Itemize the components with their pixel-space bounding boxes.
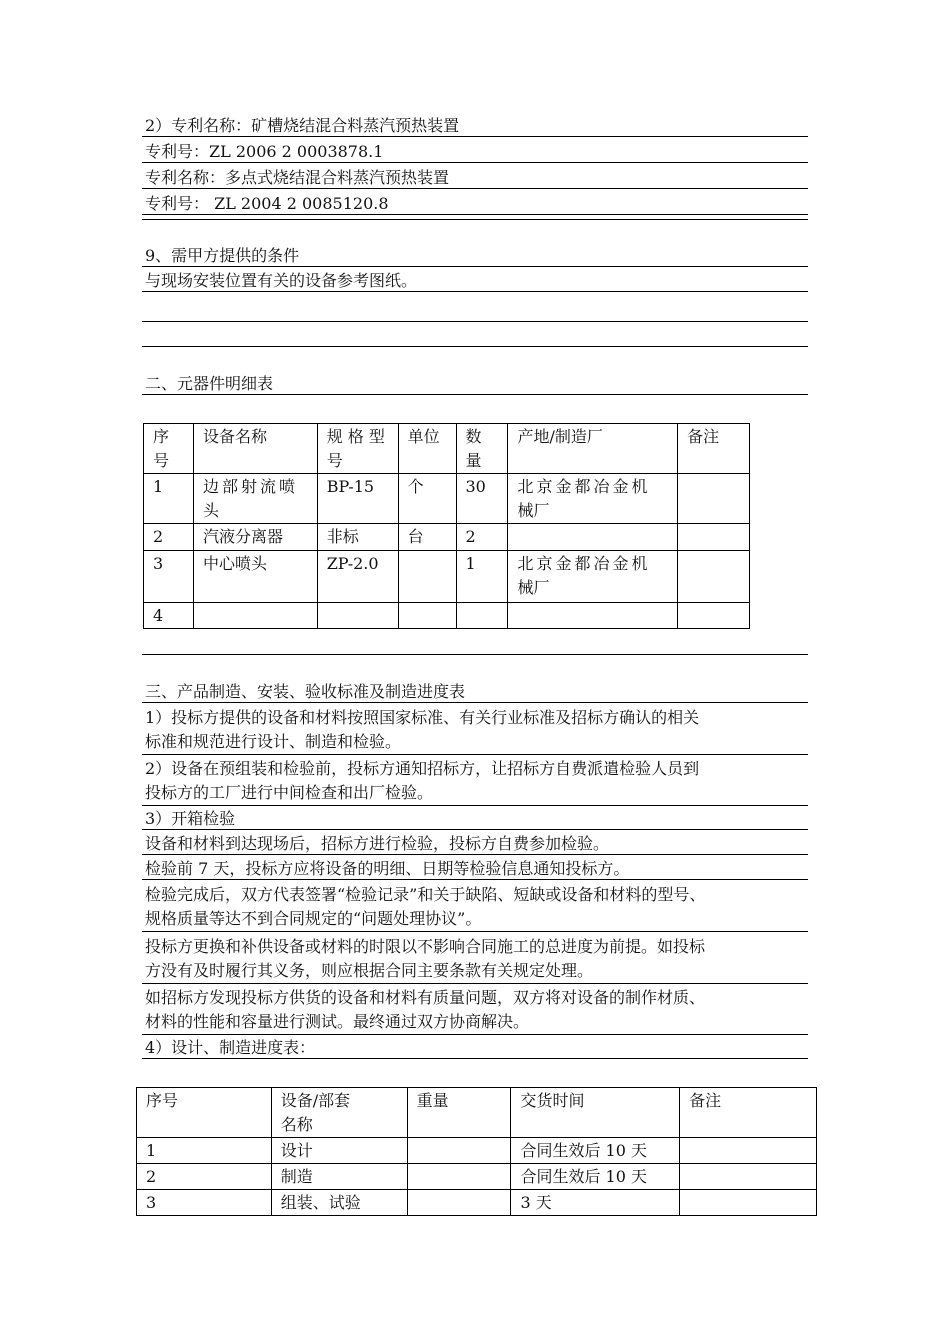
header-name: 设备/部套 名称 [271,1088,407,1138]
cell-unit [398,551,456,603]
section-9-title: 9、需甲方提供的条件 [142,245,808,267]
cell-spec: ZP-2.0 [317,551,398,603]
cell-origin [508,524,678,551]
cell-name: 组装、试验 [271,1190,407,1216]
header-spec: 规 格 型 号 [317,424,398,474]
cell-no: 3 [137,1190,272,1216]
section-3-para-2: 2）设备在预组装和检验前，投标方通知招标方，让招标方自费派遣检验人员到 投标方的工厂进行中间检查和出厂检验。 [142,757,808,806]
table-row [144,524,750,551]
cell-no: 3 [144,551,194,603]
cell-remark [678,551,750,603]
cell-qty: 30 [456,474,508,524]
header-remark: 备注 [678,424,750,474]
cell-qty: 1 [456,551,508,603]
cell-no: 2 [137,1164,272,1190]
cell-name: 汽液分离器 [193,524,317,551]
cell-remark [678,474,750,524]
table-header-row [137,1088,817,1138]
blank-line [142,321,808,322]
table-row [137,1164,817,1190]
table-row [144,474,750,524]
header-unit: 单位 [398,424,456,474]
patent-number-2: 专利号： ZL 2004 2 0085120.8 [142,193,808,215]
header-name: 设备名称 [193,424,317,474]
cell-name: 边部射流喷 头 [193,474,317,524]
cell-weight [407,1138,511,1164]
header-delivery: 交货时间 [511,1088,680,1138]
cell-name: 中心喷头 [193,551,317,603]
cell-spec [317,603,398,629]
section-3-para-8: 如招标方发现投标方供货的设备和材料有质量问题，双方将对设备的制作材质、 材料的性能和容量进行测试。最终通过双方协商解决。 [142,986,808,1035]
cell-weight [407,1164,511,1190]
cell-no: 1 [137,1138,272,1164]
cell-remark [680,1138,817,1164]
header-weight: 重量 [407,1088,511,1138]
section-2-title: 二、元器件明细表 [142,373,808,395]
table-row [137,1190,817,1216]
header-origin: 产地/制造厂 [508,424,678,474]
cell-spec: BP-15 [317,474,398,524]
header-remark: 备注 [680,1088,817,1138]
section-3-para-6: 检验完成后，双方代表签署“检验记录”和关于缺陷、短缺或设备和材料的型号、 规格质量等达不到合同规定的“问题处理协议”。 [142,883,808,932]
section-3-para-5: 检验前 7 天，投标方应将设备的明细、日期等检验信息通知投标方。 [142,858,808,880]
cell-unit: 个 [398,474,456,524]
cell-no: 1 [144,474,194,524]
component-table [143,423,750,629]
section-3-para-4: 设备和材料到达现场后，招标方进行检验，投标方自费参加检验。 [142,833,808,855]
cell-name: 设计 [271,1138,407,1164]
cell-weight [407,1190,511,1216]
cell-remark [678,524,750,551]
cell-name [193,603,317,629]
cell-no: 4 [144,603,194,629]
divider [142,219,808,220]
cell-qty [456,603,508,629]
cell-delivery: 合同生效后 10 天 [511,1164,680,1190]
cell-qty: 2 [456,524,508,551]
section-3-title: 三、产品制造、安装、验收标准及制造进度表 [142,681,808,703]
cell-remark [680,1190,817,1216]
section-3-para-1: 1）投标方提供的设备和材料按照国家标准、有关行业标准及招标方确认的相关 标准和规范进行设计、制造和检验。 [142,706,808,755]
section-3-para-7: 投标方更换和补供设备或材料的时限以不影响合同施工的总进度为前提。如投标 方没有及时履行其义务，则应根据合同主要条款有关规定处理。 [142,935,808,984]
cell-remark [680,1164,817,1190]
table-row [144,603,750,629]
blank-line [142,346,808,347]
cell-unit [398,603,456,629]
cell-remark [678,603,750,629]
cell-unit: 台 [398,524,456,551]
cell-no: 2 [144,524,194,551]
cell-delivery: 合同生效后 10 天 [511,1138,680,1164]
header-no: 序 号 [144,424,194,474]
blank-line [142,654,808,655]
cell-origin: 北京金都冶金机 械厂 [508,474,678,524]
section-9-text: 与现场安装位置有关的设备参考图纸。 [142,270,808,292]
section-3-para-9: 4）设计、制造进度表： [142,1037,808,1059]
schedule-table [136,1087,817,1216]
header-qty: 数 量 [456,424,508,474]
patent-name-1: 2）专利名称：矿槽烧结混合料蒸汽预热装置 [142,115,808,137]
patent-name-2: 专利名称：多点式烧结混合料蒸汽预热装置 [142,167,808,189]
cell-name: 制造 [271,1164,407,1190]
table-row [144,551,750,603]
section-3-para-3: 3）开箱检验 [142,808,808,830]
cell-origin: 北京金都冶金机 械厂 [508,551,678,603]
cell-spec: 非标 [317,524,398,551]
table-header-row [144,424,750,474]
cell-delivery: 3 天 [511,1190,680,1216]
header-no: 序号 [137,1088,272,1138]
patent-number-1: 专利号：ZL 2006 2 0003878.1 [142,141,808,163]
cell-origin [508,603,678,629]
table-row [137,1138,817,1164]
